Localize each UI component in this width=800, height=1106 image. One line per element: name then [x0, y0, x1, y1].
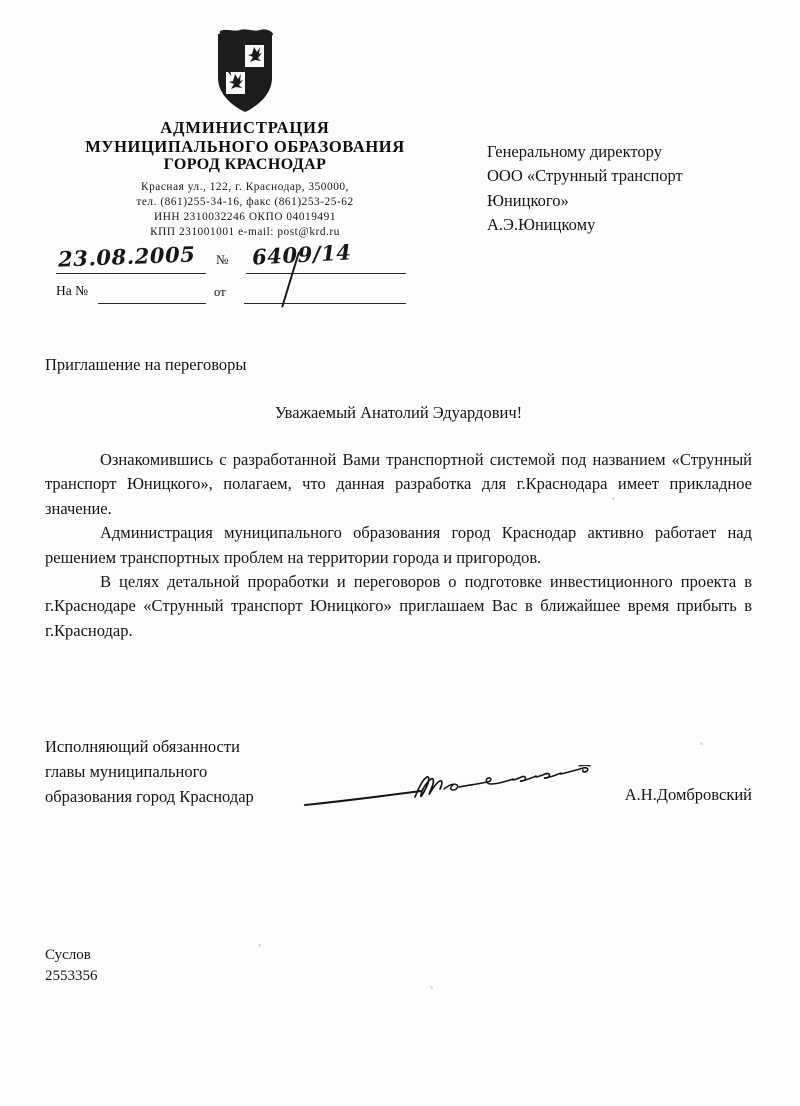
- reply-to-label: На №: [56, 283, 88, 298]
- executor-name: Суслов: [45, 947, 91, 963]
- addressee-line-1: Генеральному директору: [487, 142, 662, 161]
- reply-date-rule: [244, 303, 406, 304]
- document-footer: [45, 945, 98, 988]
- organization-title: [45, 118, 445, 175]
- coat-of-arms-krasnodar-icon: [214, 28, 276, 114]
- registration-number-label: №: [216, 252, 229, 267]
- body-paragraph-1: Ознакомившись с разработанной Вами транспортной системой под названием «Струнный транспорт Юницкого», полагаем, что данная разработка для г.Краснодара имеет прикладное значение.: [45, 450, 752, 518]
- registration-number-value: 6409/14: [251, 239, 353, 270]
- reply-to-rule: [98, 303, 206, 304]
- addressee-line-4: А.Э.Юницкому: [487, 214, 596, 234]
- org-title-line-1: АДМИНИСТРАЦИЯ: [160, 118, 330, 137]
- letter-salutation: Уважаемый Анатолий Эдуардович!: [274, 403, 523, 422]
- signatory-title-line-1: Исполняющий обязанности: [45, 737, 240, 756]
- contact-details: [45, 180, 445, 240]
- registration-date-value: 23.08.2005: [57, 241, 196, 272]
- registration-block: [56, 239, 408, 305]
- contact-inn-okpo: ИНН 2310032246 ОКПО 04019491: [153, 210, 337, 223]
- registration-number-rule: [246, 273, 406, 274]
- contact-address: Красная ул., 122, г. Краснодар, 350000,: [141, 180, 349, 193]
- contact-phone-fax: тел. (861)255-34-16, факс (861)253-25-62: [136, 195, 354, 208]
- scan-speckle: [258, 944, 261, 947]
- body-paragraph-2: Администрация муниципального образования город Краснодар активно работает над решением транспортных проблем на территории города и пригородов.: [45, 523, 752, 567]
- addressee-line-2: ООО «Струнный транспорт: [487, 166, 683, 186]
- executor-phone: 2553356: [45, 968, 98, 985]
- addressee-block: [487, 140, 767, 237]
- letter-subject: Приглашение на переговоры: [45, 355, 247, 374]
- body-paragraph-3: В целях детальной проработки и переговоров о подготовке инвестиционного проекта в г.Краснодаре «Струнный транспорт Юницкого» приглашаем Вас в ближайшее время прибыть в г.Краснодар.: [45, 572, 752, 640]
- signatory-title-line-3: образования город Краснодар: [45, 786, 254, 806]
- org-title-line-3: ГОРОД КРАСНОДАР: [163, 156, 327, 174]
- addressee-line-3: Юницкого»: [487, 190, 569, 210]
- registration-row-outgoing: [56, 239, 408, 276]
- registration-row-reply: [56, 279, 408, 305]
- signatory-title-line-2: главы муниципального: [45, 761, 208, 781]
- org-title-line-2: МУНИЦИПАЛЬНОГО ОБРАЗОВАНИЯ: [85, 137, 405, 157]
- emblem-container: [45, 28, 445, 114]
- signatory-name: А.Н.Домбровский: [624, 785, 752, 804]
- letter-body: [45, 448, 752, 643]
- scan-speckle: [430, 986, 433, 989]
- registration-date-rule: [56, 273, 206, 274]
- contact-kpp-email: КПП 231001001 e-mail: post@krd.ru: [150, 225, 340, 238]
- letterhead: [45, 28, 445, 239]
- signatory-title: [45, 735, 375, 809]
- scan-speckle: [700, 742, 703, 745]
- reply-date-label: от: [214, 285, 226, 299]
- scan-speckle: [612, 497, 615, 500]
